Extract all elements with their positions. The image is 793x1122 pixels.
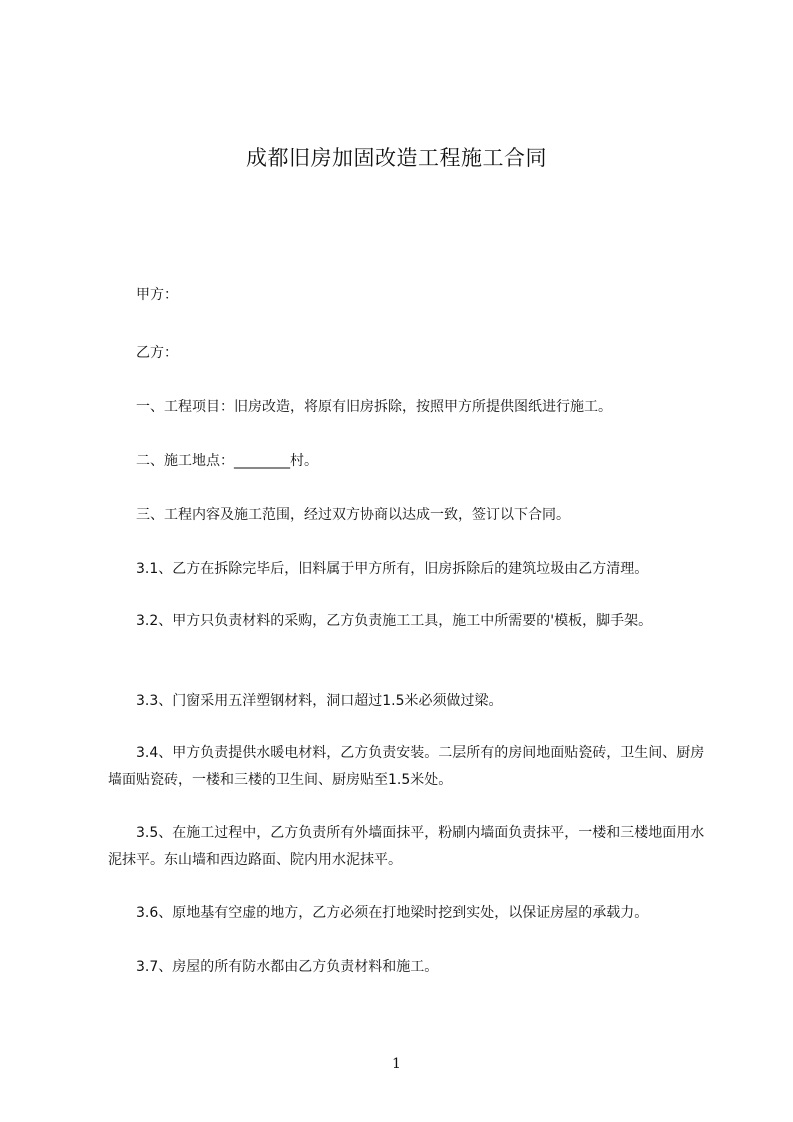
party-a-line: 甲方： — [136, 287, 178, 303]
clause-3-6: 3.6、原地基有空虚的地方，乙方必须在打地梁时挖到实处，以保证房屋的承载力。 — [136, 905, 649, 921]
clause-3-4: 3.4、甲方负责提供水暖电材料，乙方负责安装。二层所有的房间地面贴瓷砖，卫生间、厨房墙面贴瓷砖，一楼和三楼的卫生间、厨房贴至1.5米处。 — [108, 745, 705, 788]
clause-1-project: 一、工程项目：旧房改造，将原有旧房拆除，按照甲方所提供图纸进行施工。 — [136, 399, 612, 415]
clause-3-1: 3.1、乙方在拆除完毕后，旧料属于甲方所有，旧房拆除后的建筑垃圾由乙方清理。 — [136, 561, 649, 577]
clause-3-2: 3.2、甲方只负责材料的采购，乙方负责施工工具，施工中所需要的'模板，脚手架。 — [136, 613, 653, 629]
clause-2-location: 二、施工地点：________村。 — [136, 453, 318, 469]
clause-3-7: 3.7、房屋的所有防水都由乙方负责材料和施工。 — [136, 959, 439, 975]
clause-3-scope: 三、工程内容及施工范围，经过双方协商以达成一致，签订以下合同。 — [136, 507, 570, 523]
clause-3-3: 3.3、门窗采用五洋塑钢材料，洞口超过1.5米必须做过梁。 — [136, 693, 503, 709]
party-b-line: 乙方： — [136, 345, 178, 361]
page-number: 1 — [392, 1056, 401, 1072]
clause-3-5: 3.5、在施工过程中，乙方负责所有外墙面抹平，粉刷内墙面负责抹平，一楼和三楼地面用水泥抹平。东山墙和西边路面、院内用水泥抹平。 — [108, 825, 705, 868]
document-title: 成都旧房加固改造工程施工合同 — [246, 146, 547, 170]
